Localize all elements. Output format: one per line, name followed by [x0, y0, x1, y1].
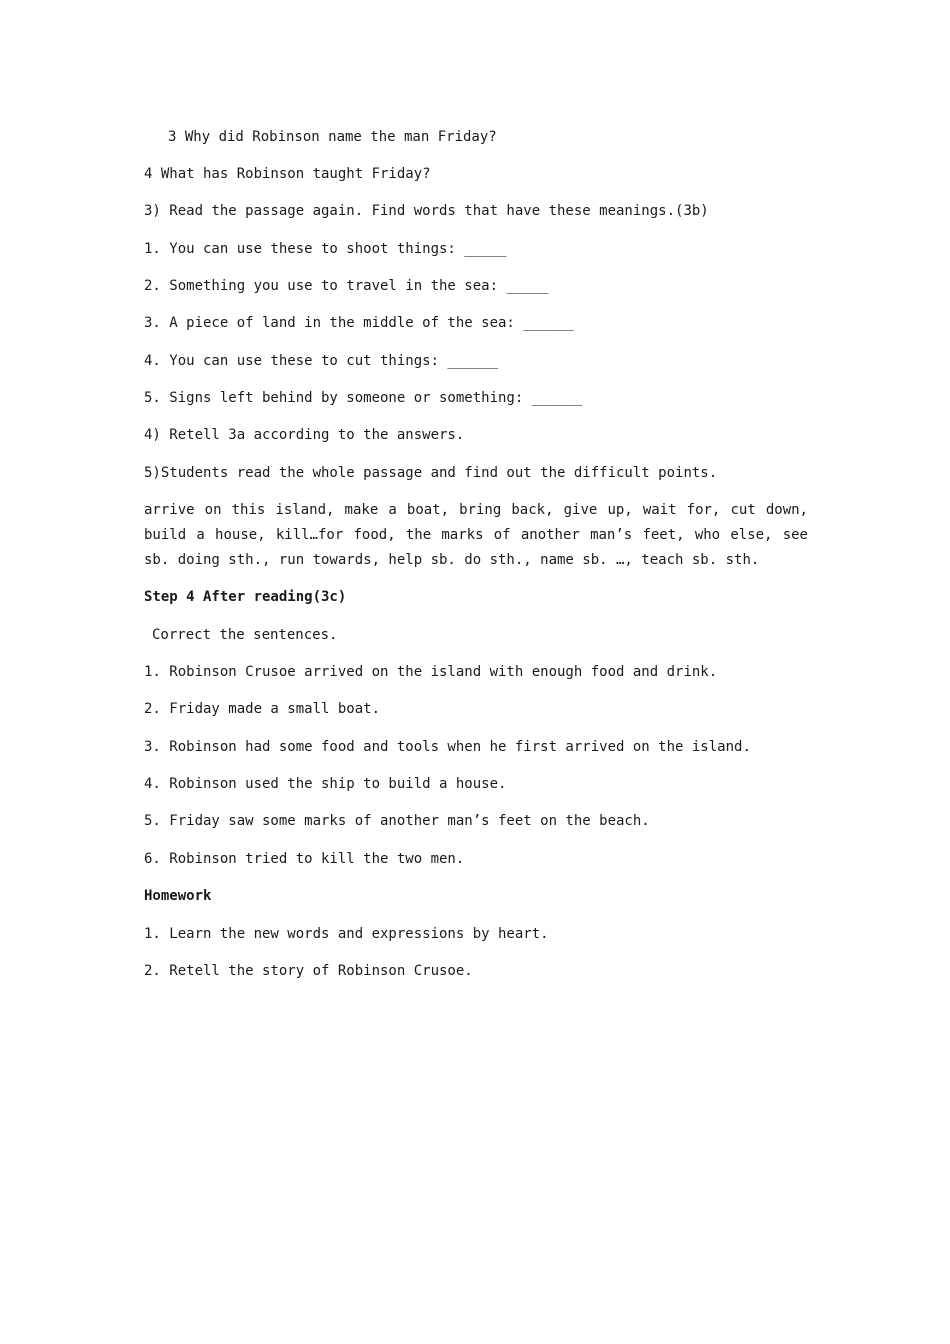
homework-heading: Homework: [144, 888, 212, 904]
correct-item-1: 1. Robinson Crusoe arrived on the island with enough food and drink.: [144, 664, 718, 680]
question-3: 3 Why did Robinson name the man Friday?: [168, 129, 497, 145]
correct-item-5: 5. Friday saw some marks of another man’s feet on the beach.: [144, 813, 650, 829]
step4-instruction: Correct the sentences.: [152, 627, 338, 643]
meaning-item-4: 4. You can use these to cut things: ______: [144, 353, 499, 369]
homework-item-1: 1. Learn the new words and expressions by heart.: [144, 926, 549, 942]
task-difficult-points: 5)Students read the whole passage and find out the difficult points.: [144, 465, 718, 481]
correct-item-4: 4. Robinson used the ship to build a house.: [144, 776, 507, 792]
phrases-paragraph: arrive on this island, make a boat, bring back, give up, wait for, cut down, build a house, kill…for food, the marks of another man’s feet, who else, see sb. doing sth., run towards, help sb. do sth., name sb. …, teach sb. sth.: [144, 502, 808, 568]
meaning-item-3: 3. A piece of land in the middle of the sea: ______: [144, 315, 574, 331]
meaning-item-5: 5. Signs left behind by someone or something: ______: [144, 390, 583, 406]
meaning-item-2: 2. Something you use to travel in the sea: _____: [144, 278, 549, 294]
homework-item-2: 2. Retell the story of Robinson Crusoe.: [144, 963, 473, 979]
task-retell-instruction: 4) Retell 3a according to the answers.: [144, 427, 465, 443]
question-4: 4 What has Robinson taught Friday?: [144, 166, 431, 182]
correct-item-2: 2. Friday made a small boat.: [144, 701, 381, 717]
correct-item-6: 6. Robinson tried to kill the two men.: [144, 851, 465, 867]
step4-heading: Step 4 After reading(3c): [144, 589, 347, 605]
meaning-item-1: 1. You can use these to shoot things: _____: [144, 241, 507, 257]
task-3b-instruction: 3) Read the passage again. Find words that have these meanings.(3b): [144, 203, 709, 219]
correct-item-3: 3. Robinson had some food and tools when he first arrived on the island.: [144, 739, 751, 755]
